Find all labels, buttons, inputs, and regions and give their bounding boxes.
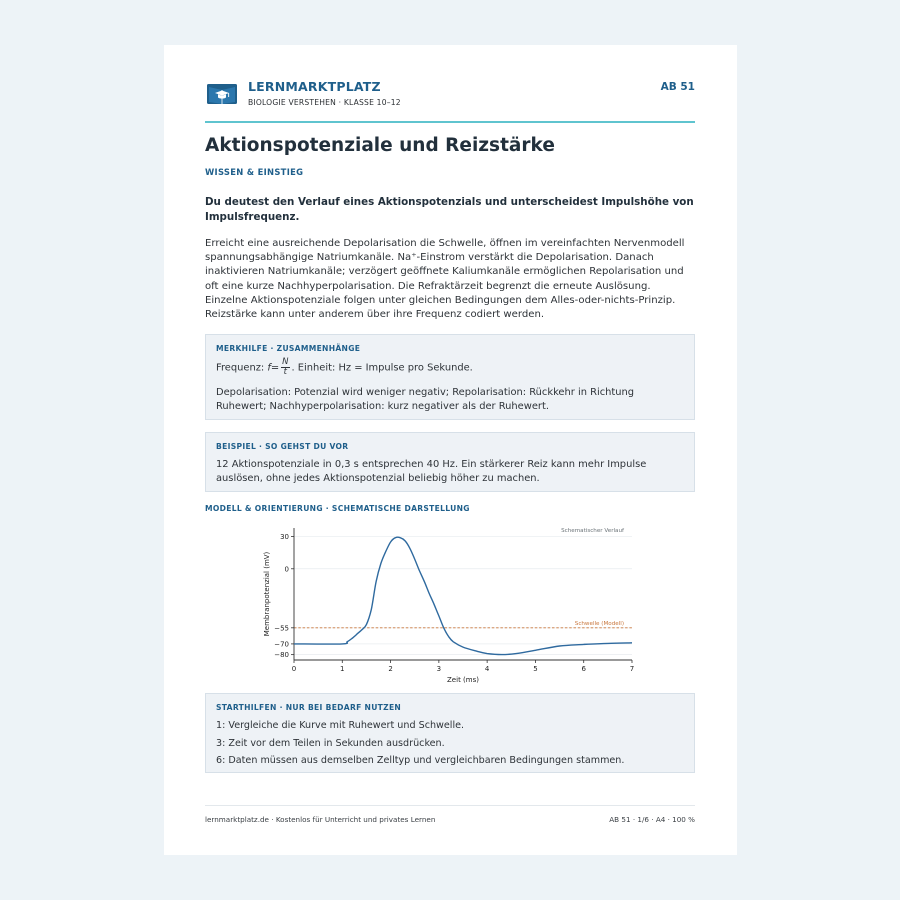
y-axis-label: Membranpotenzial (mV) xyxy=(263,551,271,637)
x-tick-label: 1 xyxy=(340,665,345,673)
y-tick-label: −55 xyxy=(274,624,289,633)
open-book-graduation-cap-icon xyxy=(207,81,237,107)
series-label: Schematischer Verlauf xyxy=(561,528,624,534)
lead-text: Du deutest den Verlauf eines Aktionspotenzials und unterscheidest Impulshöhe von Impulsfrequenz. xyxy=(205,196,694,223)
footer-site: lernmarktplatz.de · Kostenlos für Unterricht und privates Lernen xyxy=(205,815,436,824)
threshold-label: Schwelle (Modell) xyxy=(574,620,624,627)
y-tick-label: 30 xyxy=(280,533,289,542)
body-paragraph: Erreicht eine ausreichende Depolarisation die Schwelle, öffnen im vereinfachten Nervenmodell spannungsabhängige Natriumkanäle. Na⁺-Einstrom verstärkt die Depolarisation. Danach inaktivieren Natriumkanäle; verzögert geöffnete Kaliumkanäle ermöglichen Repolarisation und oft eine kurze Nachhyperpolarisation. Die Refraktärzeit begrenzt die erneute Auslösung. Einzelne Aktionspotenziale folgen unter gleichen Bedingungen dem Alles-oder-nichts-Prinzip. Reizstärke kann unter anderem über ihre Frequenz codiert werden. xyxy=(205,238,685,321)
beispiel-box xyxy=(205,432,695,492)
formula-equals: = xyxy=(270,362,280,374)
action-potential-chart xyxy=(254,520,644,685)
hint-item-2: 3: Zeit vor dem Teilen in Sekunden ausdrücken. xyxy=(216,738,445,749)
brand-subtitle: BIOLOGIE VERSTEHEN · KLASSE 10–12 xyxy=(248,98,401,107)
footer-page-info: AB 51 · 1/6 · A4 · 100 % xyxy=(609,815,695,824)
x-tick-label: 2 xyxy=(388,665,393,673)
formula-lhs: f xyxy=(267,362,271,374)
merkhilfe-label: MERKHILFE · ZUSAMMENHÄNGE xyxy=(216,344,361,353)
x-tick-label: 4 xyxy=(484,665,490,673)
x-tick-label: 5 xyxy=(533,665,538,673)
hint-item-1: 1: Vergleiche die Kurve mit Ruhewert und Schwelle. xyxy=(216,720,465,731)
merkhilfe-definitions: Depolarisation: Potenzial wird weniger negativ; Repolarisation: Rückkehr in Richtung Ruhewert; Nachhyperpolarisation: kurz negativer als der Ruhewert. xyxy=(216,387,635,412)
x-tick-label: 6 xyxy=(581,665,586,673)
worksheet-page xyxy=(164,45,737,855)
frequency-formula xyxy=(216,358,686,377)
formula-prefix: Frequenz: xyxy=(216,362,268,374)
x-tick-label: 3 xyxy=(436,665,442,673)
formula-fraction xyxy=(281,358,289,377)
section-kicker: WISSEN & EINSTIEG xyxy=(205,167,304,177)
y-tick-label: 0 xyxy=(284,565,289,574)
formula-numerator: N xyxy=(282,357,289,367)
starthilfen-label: STARTHILFEN · NUR BEI BEDARF NUTZEN xyxy=(216,703,402,712)
x-tick-label: 7 xyxy=(629,665,635,673)
figure-label: MODELL & ORIENTIERUNG · SCHEMATISCHE DARSTELLUNG xyxy=(205,504,470,513)
brand-name: LERNMARKTPLATZ xyxy=(248,79,381,94)
merkhilfe-box xyxy=(205,334,695,420)
y-tick-label: −70 xyxy=(274,640,289,649)
hint-item-3: 6: Daten müssen aus demselben Zelltyp und vergleichbaren Bedingungen stammen. xyxy=(216,755,625,766)
beispiel-label: BEISPIEL · SO GEHST DU VOR xyxy=(216,442,349,451)
formula-suffix: . Einheit: Hz = Impulse pro Sekunde. xyxy=(291,362,473,374)
formula-denominator: t xyxy=(283,367,287,377)
y-tick-label: −80 xyxy=(274,651,289,660)
starthilfen-box xyxy=(205,693,695,773)
x-axis-label: Zeit (ms) xyxy=(447,676,479,684)
series-line xyxy=(294,537,632,654)
footer-rule xyxy=(205,805,695,806)
sheet-code: AB 51 xyxy=(660,81,695,93)
x-tick-label: 0 xyxy=(291,665,297,673)
beispiel-text: 12 Aktionspotenziale in 0,3 s entsprechen 40 Hz. Ein stärkerer Reiz kann mehr Impulse auslösen, ohne jedes Aktionspotenzial beliebig höher zu machen. xyxy=(216,459,647,484)
header-rule xyxy=(205,121,695,123)
page-title: Aktionspotenziale und Reizstärke xyxy=(205,135,555,156)
